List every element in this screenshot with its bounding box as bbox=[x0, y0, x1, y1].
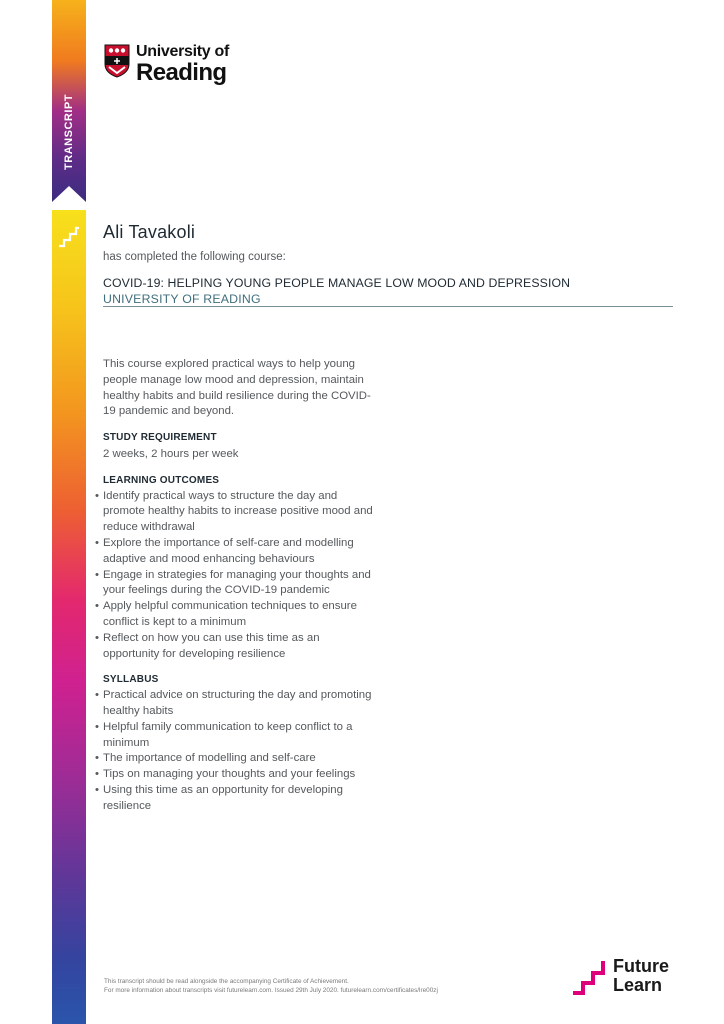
list-item: • Helpful family communication to keep conflict to a minimum bbox=[103, 720, 373, 752]
course-title: COVID-19: HELPING YOUNG PEOPLE MANAGE LOW MOOD AND DEPRESSION bbox=[103, 276, 571, 290]
course-details bbox=[103, 357, 373, 815]
futurelearn-line1: Future bbox=[613, 956, 669, 976]
list-item: • Engage in strategies for managing your thoughts and your feelings during the COVID-19 pandemic bbox=[103, 568, 373, 600]
list-item: • Reflect on how you can use this time as an opportunity for developing resilience bbox=[103, 631, 373, 663]
footer-line1: This transcript should be read alongside the accompanying Certificate of Achievement. bbox=[104, 978, 349, 985]
study-requirement-heading: STUDY REQUIREMENT bbox=[103, 432, 217, 444]
logo-line1: University of bbox=[136, 43, 230, 60]
sidebar-strip-bottom bbox=[52, 210, 86, 1024]
learning-outcomes-heading: LEARNING OUTCOMES bbox=[103, 474, 220, 486]
learning-outcomes-list bbox=[103, 489, 373, 663]
stairs-icon bbox=[58, 226, 80, 248]
logo-line2: Reading bbox=[136, 59, 227, 86]
footer-line2: For more information about transcripts visit futurelearn.com. Issued 29th July 2020. futurelearn.com/certificates/lre00zj bbox=[104, 987, 438, 994]
futurelearn-stairs-icon bbox=[571, 957, 607, 995]
futurelearn-logo bbox=[571, 957, 669, 995]
futurelearn-line2: Learn bbox=[613, 975, 663, 995]
university-logo bbox=[104, 44, 229, 85]
completed-text: has completed the following course: bbox=[103, 251, 286, 263]
transcript-label: TRANSCRIPT bbox=[63, 94, 75, 170]
list-item: • Tips on managing your thoughts and your feelings bbox=[103, 767, 373, 783]
list-item: • Practical advice on structuring the day and promoting healthy habits bbox=[103, 688, 373, 720]
syllabus-heading: SYLLABUS bbox=[103, 674, 159, 686]
syllabus-list bbox=[103, 688, 373, 814]
footer-note bbox=[104, 977, 438, 995]
list-item: • The importance of modelling and self-care bbox=[103, 751, 373, 767]
course-organisation: UNIVERSITY OF READING bbox=[103, 292, 261, 306]
sidebar-notch bbox=[52, 186, 86, 202]
course-description: This course explored practical ways to help young people manage low mood and depression, maintain healthy habits and build resilience during the COVID-19 pandemic and beyond. bbox=[103, 358, 371, 418]
list-item: • Using this time as an opportunity for developing resilience bbox=[103, 783, 373, 815]
list-item: • Identify practical ways to structure the day and promote healthy habits to increase positive mood and reduce withdrawal bbox=[103, 489, 373, 536]
list-item: • Explore the importance of self-care and modelling adaptive and mood enhancing behaviours bbox=[103, 536, 373, 568]
crest-icon bbox=[104, 44, 130, 78]
list-item: • Apply helpful communication techniques to ensure conflict is kept to a minimum bbox=[103, 599, 373, 631]
learner-name: Ali Tavakoli bbox=[103, 222, 196, 242]
study-requirement: 2 weeks, 2 hours per week bbox=[103, 447, 239, 460]
title-divider bbox=[103, 306, 673, 307]
